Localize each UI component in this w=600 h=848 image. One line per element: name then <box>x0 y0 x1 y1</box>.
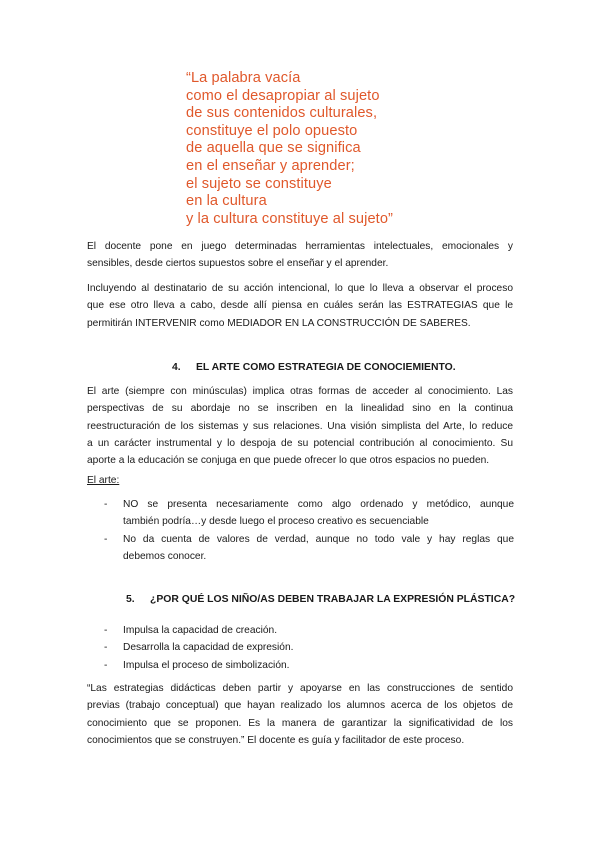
dash-bullet: - <box>104 499 108 510</box>
expresion-bullet-list <box>104 622 514 674</box>
list-item-line: No da cuenta de valores de verdad, aunque no todo vale y hay reglas que <box>123 533 514 545</box>
paragraph-line: aporte a la educación se conjuga en que puede ofrecer lo que otros espacios no pueden. <box>87 455 490 467</box>
dash-bullet: - <box>104 625 108 636</box>
dash-bullet: - <box>104 659 108 671</box>
list-item <box>104 531 514 566</box>
paragraph-line: El arte (siempre con minúsculas) implica otras formas de acceder al conocimiento. Las <box>87 386 513 397</box>
list-item-text: Desarrolla la capacidad de expresión. <box>123 642 294 654</box>
paragraph-line: que ese otro lleva a cabo, desde allí piensa en cuáles serán las ESTRATEGIAS que le <box>87 300 513 312</box>
section-heading-5 <box>126 594 515 605</box>
section-number: 5. <box>126 594 135 605</box>
paragraph-line: “Las estrategias didácticas deben partir y apoyarse en las construcciones de sentido <box>87 683 513 694</box>
dash-bullet: - <box>104 533 108 545</box>
quote-line: y la cultura constituye al sujeto” <box>186 210 393 227</box>
arte-bullet-list <box>104 496 514 565</box>
quote-line: en el enseñar y aprender; <box>186 157 355 174</box>
paragraph-line: reestructuración de los sistemas y sus relaciones. Una visión simplista del Arte, lo reduce <box>87 420 513 432</box>
list-item <box>104 496 514 531</box>
paragraph-line: El docente pone en juego determinadas herramientas intelectuales, emocionales y <box>87 241 513 252</box>
paragraph-line: perspectivas de su abordaje no se inscriben en la linealidad sino en la continua <box>87 403 513 415</box>
section-title: ¿POR QUÉ LOS NIÑO/AS DEBEN TRABAJAR LA EXPRESIÓN PLÁSTICA? <box>150 594 516 605</box>
quote-line: en la cultura <box>186 193 267 210</box>
paragraph-line: permitirán INTERVENIR como MEDIADOR EN LA CONSTRUCCIÓN DE SABERES. <box>87 317 471 329</box>
list-item-line: debemos conocer. <box>123 550 207 562</box>
list-item <box>104 622 514 639</box>
paragraph-destinatario <box>87 280 513 332</box>
paragraph-line: previas (trabajo conceptual) que hayan realizado los alumnos acerca de los objetos de <box>87 700 513 712</box>
quote-line: como el desapropiar al sujeto <box>186 87 380 104</box>
quote-line: el sujeto se constituye <box>186 175 332 192</box>
list-item <box>104 657 514 674</box>
quote-line: “La palabra vacía <box>186 70 301 86</box>
quote-line: de aquella que se significa <box>186 140 361 157</box>
list-item-line: NO se presenta necesariamente como algo ordenado y metódico, aunque <box>123 499 514 510</box>
paragraph-line: Incluyendo al destinatario de su acción intencional, lo que lo lleva a observar el proceso <box>87 283 513 294</box>
quote-line: de sus contenidos culturales, <box>186 105 378 122</box>
list-item <box>104 639 514 656</box>
arte-label: El arte: <box>87 475 120 486</box>
paragraph-estrategias <box>87 680 513 749</box>
paragraph-line: sensibles, desde ciertos supuestos sobre el enseñar y el aprender. <box>87 258 389 270</box>
list-item-line: también podría…y desde luego el proceso creativo es secuenciable <box>123 516 429 528</box>
section-number: 4. <box>172 362 181 373</box>
pull-quote <box>186 70 393 228</box>
paragraph-line: a un carácter instrumental y lo despoja de su potencial contribución al conocimiento. Su <box>87 437 513 449</box>
dash-bullet: - <box>104 642 108 654</box>
paragraph-line: conocimientos que se construyen.” El docente es guía y facilitador de este proceso. <box>87 734 465 746</box>
paragraph-docente <box>87 238 513 273</box>
list-item-text: Impulsa el proceso de simbolización. <box>123 659 290 671</box>
list-item-text: Impulsa la capacidad de creación. <box>123 625 278 636</box>
section-title: EL ARTE COMO ESTRATEGIA DE CONOCIEMIENTO. <box>196 362 456 373</box>
paragraph-arte <box>87 383 513 469</box>
quote-line: constituye el polo opuesto <box>186 122 358 139</box>
paragraph-line: conocimiento que se proponen. Es la manera de garantizar la significatividad de los <box>87 717 513 729</box>
section-heading-4 <box>172 362 456 373</box>
